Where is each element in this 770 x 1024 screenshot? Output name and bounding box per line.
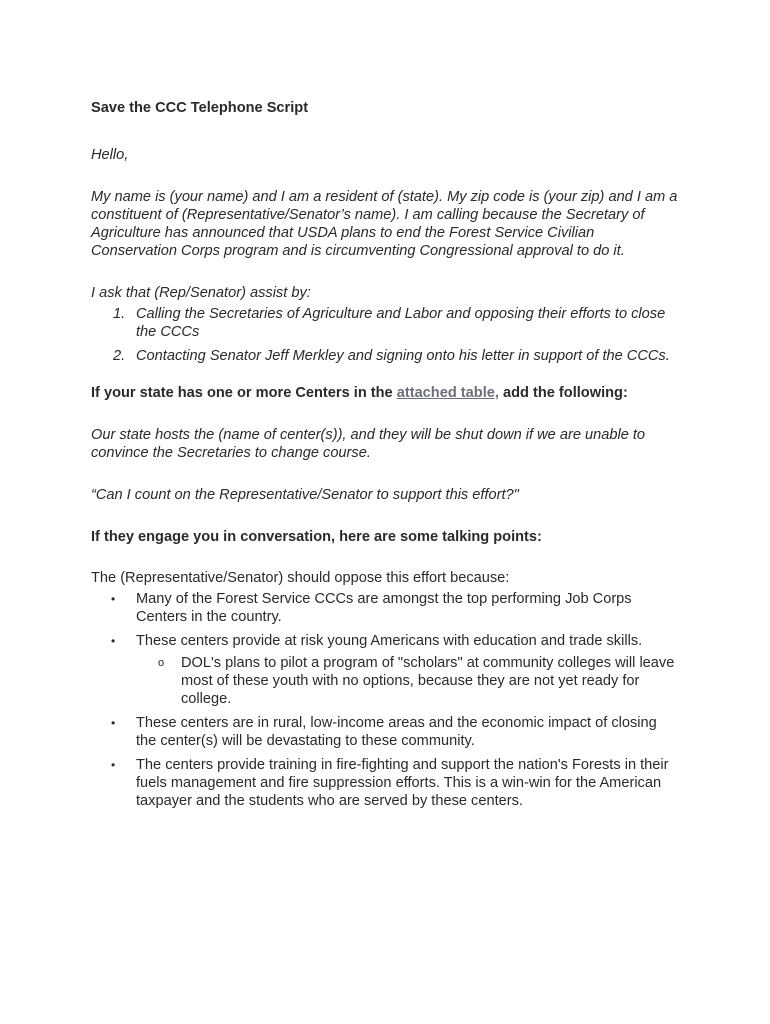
talking-point-text: These centers provide at risk young Americans with education and trade skills. [136,633,643,649]
bullet-icon: • [111,758,116,772]
talking-point-text: The centers provide training in fire-fighting and support the nation's Forests in their fuels management and fire suppression efforts. This is a win-win for the American taxpayer and the students who are served by these centers. [136,757,669,809]
bullet-icon: • [111,634,116,648]
state-heading-text: If your state has one or more Centers in the [91,385,397,401]
talking-point-text: These centers are in rural, low-income areas and the economic impact of closing the center(s) will be devastating to these community. [136,715,657,749]
ask-item-text: Calling the Secretaries of Agriculture and Labor and opposing their efforts to close the CCCs [136,306,666,340]
support-question: “Can I count on the Representative/Senator to support this effort?" [91,487,519,503]
oppose-intro: The (Representative/Senator) should oppose this effort because: [91,570,510,586]
state-centers-heading [91,384,681,402]
sub-list-item [158,654,681,708]
bullet-icon: • [111,716,116,730]
list-item [111,632,681,708]
state-heading-text-end: add the following: [498,385,628,401]
hosts-paragraph: Our state hosts the (name of center(s)), and they will be shut down if we are unable to convince the Secretaries to change course. [91,427,646,461]
hollow-bullet-icon: o [158,657,165,669]
ask-list [91,305,681,365]
page-title: Save the CCC Telephone Script [91,100,309,116]
talking-points-heading: If they engage you in conversation, here are some talking points: [91,529,542,545]
list-item [111,756,681,810]
talking-point-text: Many of the Forest Service CCCs are amongst the top performing Job Corps Centers in the country. [136,591,632,625]
ask-item-text: Contacting Senator Jeff Merkley and signing onto his letter in support of the CCCs. [136,348,670,364]
talking-points-list [91,590,681,810]
intro-paragraph: My name is (your name) and I am a resident of (state). My zip code is (your zip) and I am a constituent of (Representative/Senator’s name). I am calling because the Secretary of Agriculture has announced that USDA plans to end the Forest Service Civilian Conservation Corps program and is circumventing Congressional approval to do it. [91,189,678,259]
document-page [91,99,681,816]
attached-table-link[interactable]: attached table, [396,385,499,401]
ask-item [113,305,681,341]
ask-item-number: 2. [113,348,126,364]
sub-point-text: DOL's plans to pilot a program of "scholars" at community colleges will leave most of these youth with no options, because they are not yet ready for college. [181,655,675,707]
ask-item [113,347,681,365]
bullet-icon: • [111,592,116,606]
ask-item-number: 1. [113,306,126,322]
list-item [111,714,681,750]
list-item [111,590,681,626]
greeting: Hello, [91,147,129,163]
sub-point-list [136,654,681,708]
ask-intro: I ask that (Rep/Senator) assist by: [91,285,311,301]
